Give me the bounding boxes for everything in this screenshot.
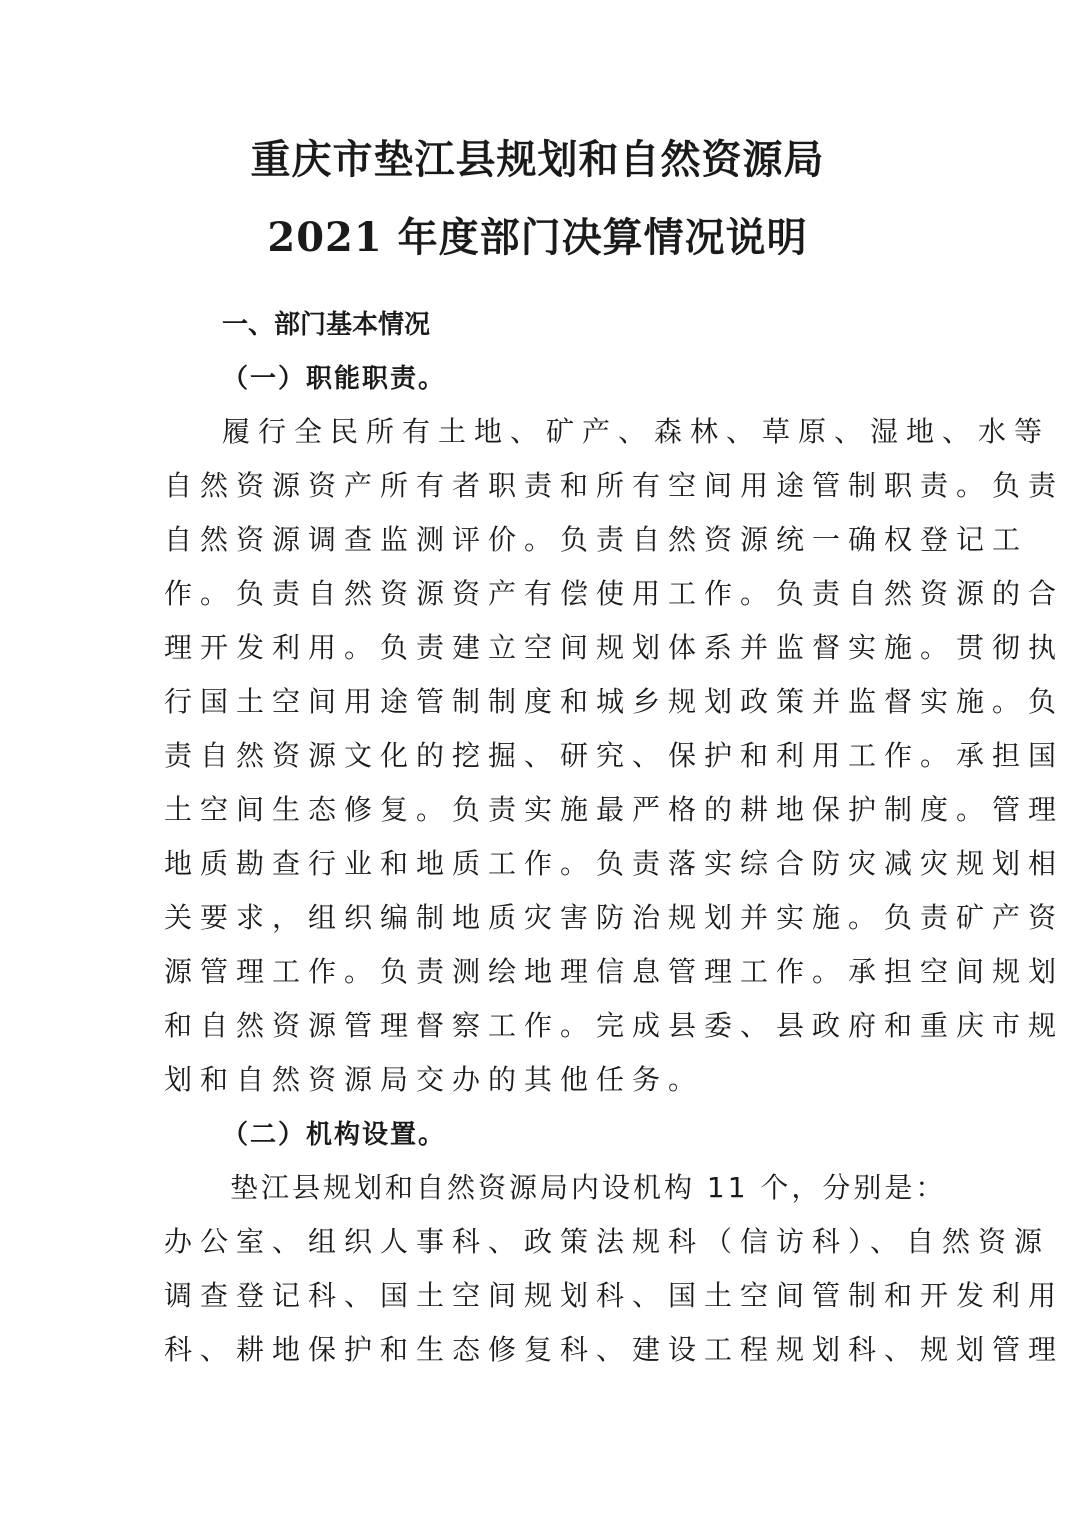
document-title-line1: 重庆市垫江县规划和自然资源局 [250, 136, 825, 183]
paragraph-line: 责自然资源文化的挖掘、研究、保护和利用工作。承担国 [164, 739, 1065, 772]
paragraph-line: 办公室、组织人事科、政策法规科（信访科）、自然资源 [164, 1225, 1051, 1258]
document-title-line2: 2021 年度部门决算情况说明 [267, 214, 808, 261]
paragraph-line: 自然资源资产所有者职责和所有空间用途管制职责。负责 [164, 469, 1065, 502]
paragraph-line: 理开发利用。负责建立空间规划体系并监督实施。贯彻执 [164, 631, 1065, 664]
paragraph-line: 划和自然资源局交办的其他任务。 [164, 1063, 705, 1096]
paragraph-line: 源管理工作。负责测绘地理信息管理工作。承担空间规划 [164, 955, 1065, 988]
paragraph-line: 地质勘查行业和地质工作。负责落实综合防灾减灾规划相 [164, 847, 1065, 880]
subsection-heading-organization: （二）机构设置。 [222, 1120, 447, 1150]
paragraph-line: 科、耕地保护和生态修复科、建设工程规划科、规划管理 [164, 1333, 1065, 1366]
paragraph-line: 关要求，组织编制地质灾害防治规划并实施。负责矿产资 [164, 901, 1065, 934]
paragraph-line: 和自然资源管理督察工作。完成县委、县政府和重庆市规 [164, 1009, 1065, 1042]
paragraph-line: 调查登记科、国土空间规划科、国土空间管制和开发利用 [164, 1279, 1065, 1312]
paragraph-line: 履行全民所有土地、矿产、森林、草原、湿地、水等 [222, 415, 1051, 448]
section-heading-basic-info: 一、部门基本情况 [222, 310, 431, 340]
subsection-heading-functions: （一）职能职责。 [222, 364, 447, 394]
paragraph-line: 土空间生态修复。负责实施最严格的耕地保护制度。管理 [164, 793, 1065, 826]
paragraph-line: 垫江县规划和自然资源局内设机构 11 个，分别是： [230, 1171, 947, 1204]
paragraph-line: 行国土空间用途管制制度和城乡规划政策并监督实施。负 [164, 685, 1065, 718]
paragraph-line: 自然资源调查监测评价。负责自然资源统一确权登记工 [164, 523, 1029, 556]
paragraph-line: 作。负责自然资源资产有偿使用工作。负责自然资源的合 [164, 577, 1065, 610]
